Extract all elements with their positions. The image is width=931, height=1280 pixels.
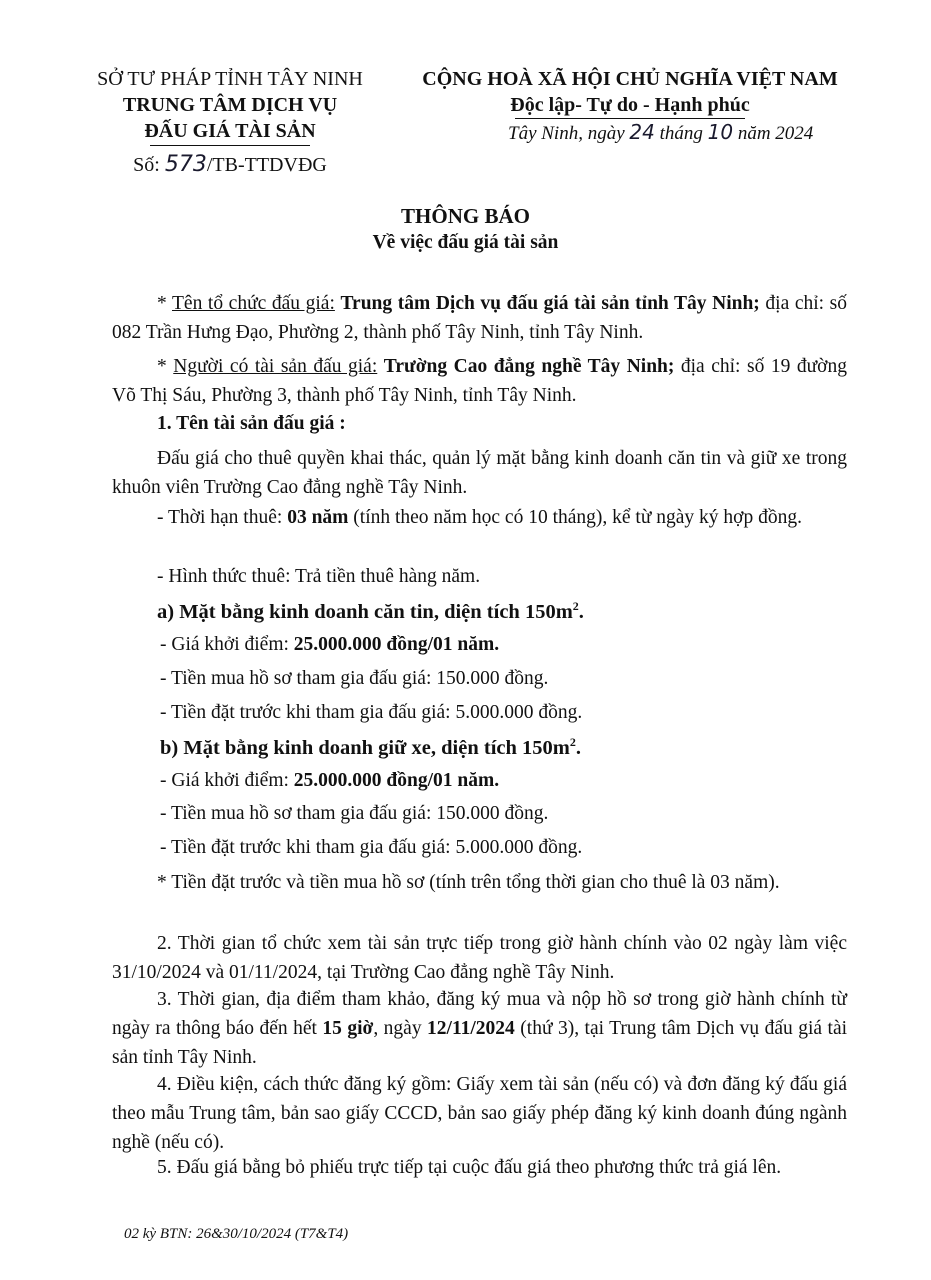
item-a-title	[157, 599, 584, 624]
item-a-deposit: - Tiền đặt trước khi tham gia đấu giá: 5.000.000 đồng.	[160, 702, 583, 723]
document-number-handwritten: 573	[164, 152, 207, 177]
item-a-price	[160, 634, 499, 656]
term-suffix: (tính theo năm học có 10 tháng), kể từ ngày ký hợp đồng.	[353, 507, 802, 528]
item-b-title-text: b) Mặt bằng kinh doanh giữ xe, diện tích 150m	[160, 736, 570, 759]
section3-part3: (thứ 3), tại Trung tâm Dịch vụ đấu giá tài sản tỉnh Tây Ninh.	[112, 1018, 848, 1068]
section1-description: Đấu giá cho thuê quyền khai thác, quản lý mặt bằng kinh doanh căn tin và giữ xe trong khuôn viên Trường Cao đẳng nghề Tây Ninh.	[112, 448, 847, 498]
issuer-block	[60, 66, 400, 178]
item-b-end: .	[575, 736, 581, 759]
term-prefix: - Thời hạn thuê:	[157, 507, 283, 528]
section4-conditions: 4. Điều kiện, cách thức đăng ký gồm: Giấy xem tài sản (nếu có) và đơn đăng ký đấu giá theo mẫu Trung tâm, bản sao giấy CCCD, bản sao giấy phép đăng ký kinh doanh đúng ngành nghề (nếu có).	[112, 1074, 847, 1153]
item-a-title-text: a) Mặt bằng kinh doanh căn tin, diện tích 150m	[157, 600, 573, 623]
owner-name: Trường Cao đẳng nghề Tây Ninh;	[383, 356, 675, 377]
item-a-sup: 2	[572, 599, 579, 613]
date-day-handwritten: 24	[629, 120, 655, 144]
document-number-suffix: /TB-TTDVĐG	[206, 154, 327, 176]
section3-part1: 3. Thời gian, địa điểm tham khảo, đăng ký mua và nộp hồ sơ trong giờ hành chính từ ngày ra thông báo đến hết	[112, 989, 847, 1039]
item-b-deposit: - Tiền đặt trước khi tham gia đấu giá: 5.000.000 đồng.	[160, 837, 583, 858]
date-month-label: tháng	[659, 123, 703, 144]
term-duration: 03 năm	[287, 507, 349, 528]
section3-part2: , ngày	[373, 1018, 422, 1039]
item-b-price	[160, 770, 499, 792]
document-date	[508, 120, 813, 145]
auction-organization	[112, 289, 847, 347]
owner-label: Người có tài sản đấu giá:	[173, 356, 378, 377]
national-motto: Độc lập- Tự do - Hạnh phúc	[510, 94, 750, 116]
date-place: Tây Ninh, ngày	[508, 123, 625, 144]
org-bullet: *	[157, 293, 167, 314]
section3-deadline-date: 12/11/2024	[427, 1018, 515, 1039]
item-b-price-value: 25.000.000 đồng/01 năm.	[293, 770, 500, 791]
motto-divider	[515, 118, 745, 119]
section5-method: 5. Đấu giá bằng bỏ phiếu trực tiếp tại cuộc đấu giá theo phương thức trả giá lên.	[157, 1157, 782, 1178]
document-number-prefix: Số:	[133, 154, 160, 176]
date-month-handwritten: 10	[707, 120, 734, 144]
lease-term	[112, 503, 847, 532]
item-b-title	[160, 735, 581, 760]
publication-note: 02 kỳ BTN: 26&30/10/2024 (T7&T4)	[124, 1226, 349, 1242]
document-number	[60, 152, 400, 178]
org-name: Trung tâm Dịch vụ đấu giá tài sản tỉnh Tây Ninh;	[340, 293, 760, 314]
item-a-end: .	[578, 600, 584, 623]
org-label: Tên tổ chức đấu giá:	[172, 293, 335, 314]
owner-bullet: *	[157, 356, 167, 377]
date-year: năm 2024	[737, 123, 814, 144]
issuer-center-line1: TRUNG TÂM DỊCH VỤ	[122, 94, 338, 116]
item-b-price-label: - Giá khởi điểm:	[160, 770, 289, 791]
section2-viewing-time: 2. Thời gian tổ chức xem tài sản trực tiếp trong giờ hành chính vào 02 ngày làm việc 31/10/2024 và 01/11/2024, tại Trường Cao đẳng nghề Tây Ninh.	[112, 933, 847, 983]
national-name: CỘNG HOÀ XÃ HỘI CHỦ NGHĨA VIỆT NAM	[422, 68, 838, 90]
document-title: THÔNG BÁO	[401, 204, 530, 228]
issuer-center-line2: ĐẤU GIÁ TÀI SẢN	[144, 120, 316, 142]
section3-registration	[112, 985, 847, 1072]
issuer-department: SỞ TƯ PHÁP TỈNH TÂY NINH	[97, 68, 363, 90]
section3-deadline-hour: 15 giờ	[322, 1018, 374, 1039]
item-a-price-value: 25.000.000 đồng/01 năm.	[293, 634, 500, 655]
item-a-price-label: - Giá khởi điểm:	[160, 634, 289, 655]
owner-address: địa chỉ: số 19 đường Võ Thị Sáu, Phường 3, thành phố Tây Ninh, tỉnh Tây Ninh.	[112, 356, 847, 406]
asset-owner	[112, 352, 847, 410]
section1-title: 1. Tên tài sản đấu giá :	[157, 413, 346, 434]
deposit-note: * Tiền đặt trước và tiền mua hồ sơ (tính trên tổng thời gian cho thuê là 03 năm).	[157, 872, 780, 893]
item-b-sup: 2	[569, 735, 576, 749]
document-subtitle: Về việc đấu giá tài sản	[372, 232, 559, 253]
org-address: địa chỉ: số 082 Trần Hưng Đạo, Phường 2, thành phố Tây Ninh, tỉnh Tây Ninh.	[112, 293, 847, 343]
item-b-fee: - Tiền mua hồ sơ tham gia đấu giá: 150.000 đồng.	[160, 803, 549, 824]
lease-form: - Hình thức thuê: Trả tiền thuê hàng năm.	[157, 566, 481, 587]
issuer-divider	[150, 145, 310, 146]
national-header	[400, 66, 860, 119]
item-a-fee: - Tiền mua hồ sơ tham gia đấu giá: 150.000 đồng.	[160, 668, 549, 689]
